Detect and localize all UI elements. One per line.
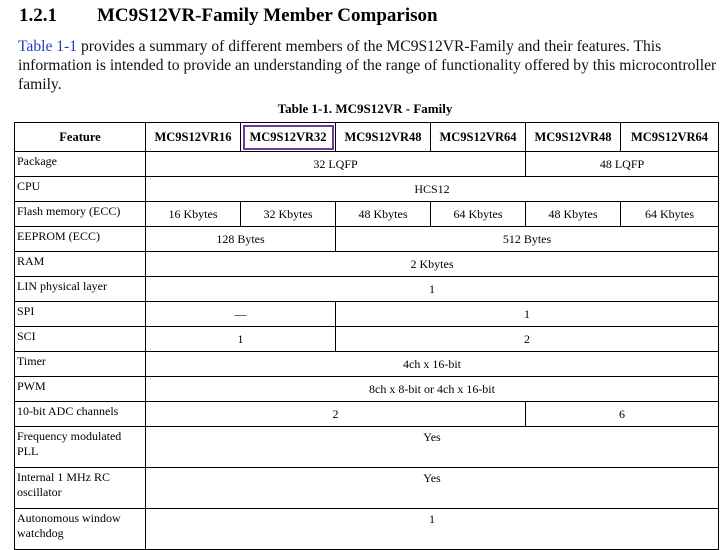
- value-cell: 64 Kbytes: [621, 202, 719, 227]
- feature-cell: EEPROM (ECC): [15, 227, 146, 252]
- header-row: [15, 123, 719, 152]
- feature-cell: LIN physical layer: [15, 277, 146, 302]
- value-cell: 128 Bytes: [146, 227, 336, 252]
- table-row: [15, 468, 719, 509]
- header-model: MC9S12VR48: [526, 123, 621, 152]
- value-cell: 48 Kbytes: [526, 202, 621, 227]
- table-row: [15, 252, 719, 277]
- feature-cell: Autonomous window watchdog: [15, 509, 146, 550]
- table-row: [15, 402, 719, 427]
- header-model: MC9S12VR32: [241, 123, 336, 152]
- feature-cell: 10-bit ADC channels: [15, 402, 146, 427]
- value-cell: 1: [336, 302, 719, 327]
- table-xref-link[interactable]: Table 1-1: [18, 38, 78, 55]
- value-cell: 32 Kbytes: [241, 202, 336, 227]
- comparison-table: [14, 122, 719, 550]
- value-cell: 48 Kbytes: [336, 202, 431, 227]
- feature-cell: PWM: [15, 377, 146, 402]
- table-row: [15, 302, 719, 327]
- value-cell: 1: [146, 327, 336, 352]
- table-row: [15, 202, 719, 227]
- value-cell: 48 LQFP: [526, 152, 719, 177]
- feature-cell: CPU: [15, 177, 146, 202]
- table-row: [15, 377, 719, 402]
- intro-paragraph: [18, 37, 718, 94]
- value-cell: 4ch x 16-bit: [146, 352, 719, 377]
- value-cell: HCS12: [146, 177, 719, 202]
- table-caption: Table 1-1. MC9S12VR - Family: [277, 101, 453, 116]
- table-row: [15, 509, 719, 550]
- value-cell: 512 Bytes: [336, 227, 719, 252]
- feature-cell: Timer: [15, 352, 146, 377]
- header-model: MC9S12VR48: [336, 123, 431, 152]
- value-cell: 8ch x 8-bit or 4ch x 16-bit: [146, 377, 719, 402]
- feature-cell: Frequency modulated PLL: [15, 427, 146, 468]
- header-model: MC9S12VR64: [431, 123, 526, 152]
- value-cell: 1: [146, 277, 719, 302]
- section-title: MC9S12VR-Family Member Comparison: [97, 5, 438, 26]
- value-cell: 6: [526, 402, 719, 427]
- section-number: 1.2.1: [19, 5, 57, 26]
- table-row: [15, 277, 719, 302]
- value-cell: 16 Kbytes: [146, 202, 241, 227]
- header-model: MC9S12VR64: [621, 123, 719, 152]
- value-cell: Yes: [146, 468, 719, 509]
- table-row: [15, 327, 719, 352]
- feature-cell: SPI: [15, 302, 146, 327]
- feature-cell: RAM: [15, 252, 146, 277]
- feature-cell: SCI: [15, 327, 146, 352]
- value-cell: 1: [146, 509, 719, 550]
- table-row: [15, 227, 719, 252]
- header-feature: Feature: [15, 123, 146, 152]
- table-row: [15, 177, 719, 202]
- table-row: [15, 427, 719, 468]
- value-cell: 32 LQFP: [146, 152, 526, 177]
- feature-cell: Package: [15, 152, 146, 177]
- value-cell: 2 Kbytes: [146, 252, 719, 277]
- value-cell: —: [146, 302, 336, 327]
- table-row: [15, 152, 719, 177]
- value-cell: 2: [336, 327, 719, 352]
- table-row: [15, 352, 719, 377]
- feature-cell: Flash memory (ECC): [15, 202, 146, 227]
- section-heading: [19, 5, 438, 27]
- value-cell: 64 Kbytes: [431, 202, 526, 227]
- header-model: MC9S12VR16: [146, 123, 241, 152]
- intro-text: provides a summary of different members of the MC9S12VR-Family and their features. This information is intended to provide an understanding of the range of functionality offered by this microcontroller family.: [18, 38, 717, 93]
- value-cell: Yes: [146, 427, 719, 468]
- feature-cell: Internal 1 MHz RC oscillator: [15, 468, 146, 509]
- value-cell: 2: [146, 402, 526, 427]
